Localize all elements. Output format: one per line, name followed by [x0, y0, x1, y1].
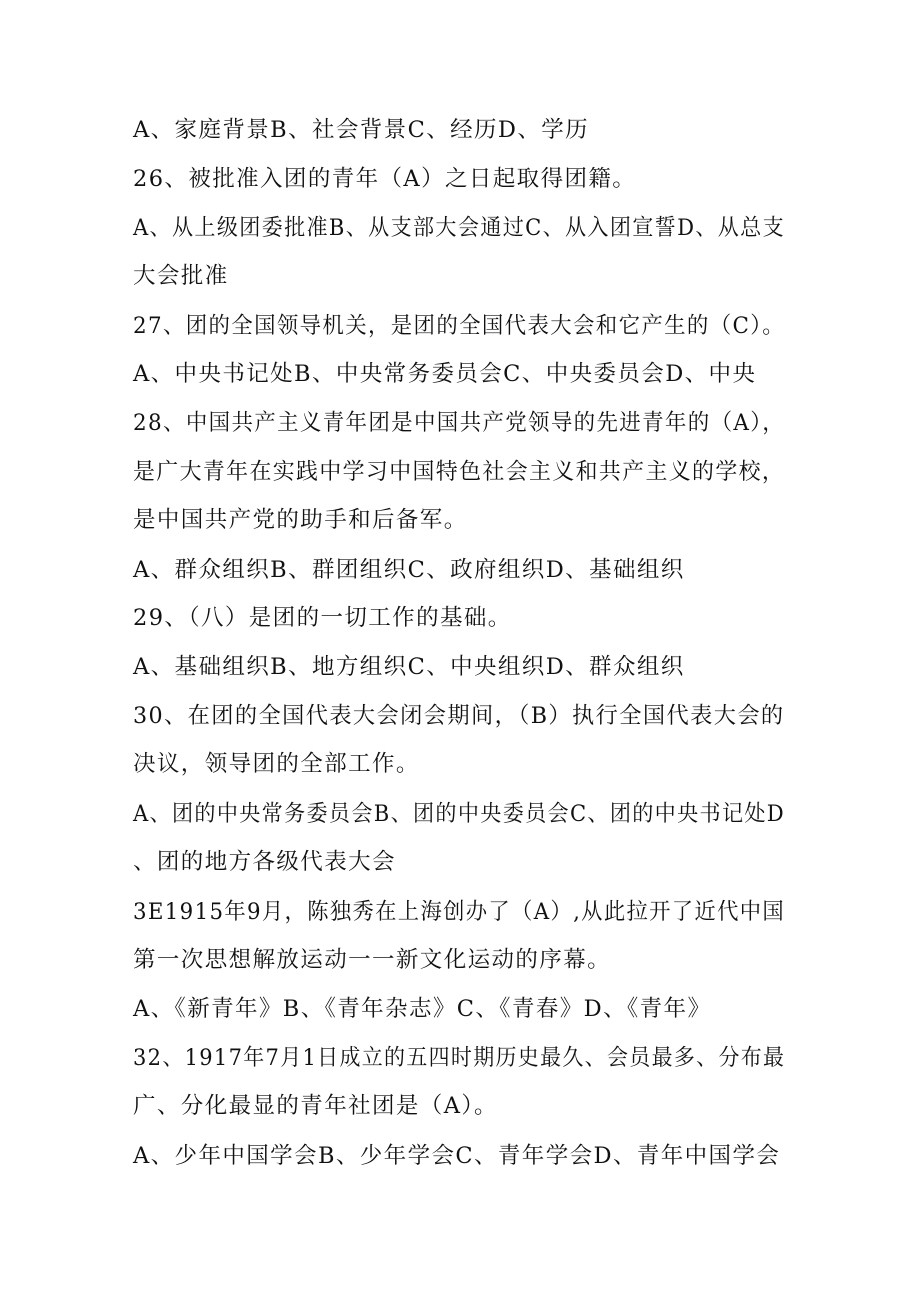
answer-options-30-line-1: A、团的中央常务委员会B、团的中央委员会C、团的中央书记处D [133, 801, 786, 827]
answer-options-28: A、群众组织B、群团组织C、政府组织D、基础组织 [133, 557, 685, 583]
question-31-line-1: 3E1915年9月，陈独秀在上海创办了（A）,从此拉开了近代中国 [133, 899, 786, 925]
answer-options-32: A、少年中国学会B、少年学会C、青年学会D、青年中国学会 [133, 1143, 781, 1169]
question-26: 26、被批准入团的青年（A）之日起取得团籍。 [133, 166, 637, 192]
question-30-line-1: 30、在团的全国代表大会闭会期间，（B）执行全国代表大会的 [133, 703, 785, 729]
question-28-line-2: 是广大青年在实践中学习中国特色社会主义和共产主义的学校， [133, 459, 786, 485]
question-29: 29、（八）是团的一切工作的基础。 [133, 605, 512, 631]
answer-options-30-line-2: 、团的地方各级代表大会 [133, 849, 396, 875]
question-30-line-2: 决议，领导团的全部工作。 [133, 751, 420, 777]
answer-options-26-line-2: 大会批准 [133, 263, 229, 289]
answer-options-27: A、中央书记处B、中央常务委员会C、中央委员会D、中央 [133, 361, 757, 387]
answer-options-31: A、《新青年》B、《青年杂志》C、《青春》D、《青年》 [133, 996, 712, 1022]
question-32-line-1: 32、1917年7月1日成立的五四时期历史最久、会员最多、分布最 [133, 1045, 786, 1071]
question-31-line-2: 第一次思想解放运动一一新文化运动的序幕。 [133, 947, 612, 973]
question-28-line-3: 是中国共产党的助手和后备军。 [133, 507, 468, 533]
answer-options-25: A、家庭背景B、社会背景C、经历D、学历 [133, 117, 590, 143]
question-32-line-2: 广、分化最显的青年社团是（A）。 [133, 1093, 498, 1119]
question-28-line-1: 28、中国共产主义青年团是中国共产党领导的先进青年的（A）， [133, 410, 786, 436]
answer-options-26-line-1: A、从上级团委批准B、从支部大会通过C、从入团宣誓D、从总支 [133, 215, 786, 241]
answer-options-29: A、基础组织B、地方组织C、中央组织D、群众组织 [133, 654, 685, 680]
question-27: 27、团的全国领导机关，是团的全国代表大会和它产生的（C）。 [133, 313, 786, 339]
